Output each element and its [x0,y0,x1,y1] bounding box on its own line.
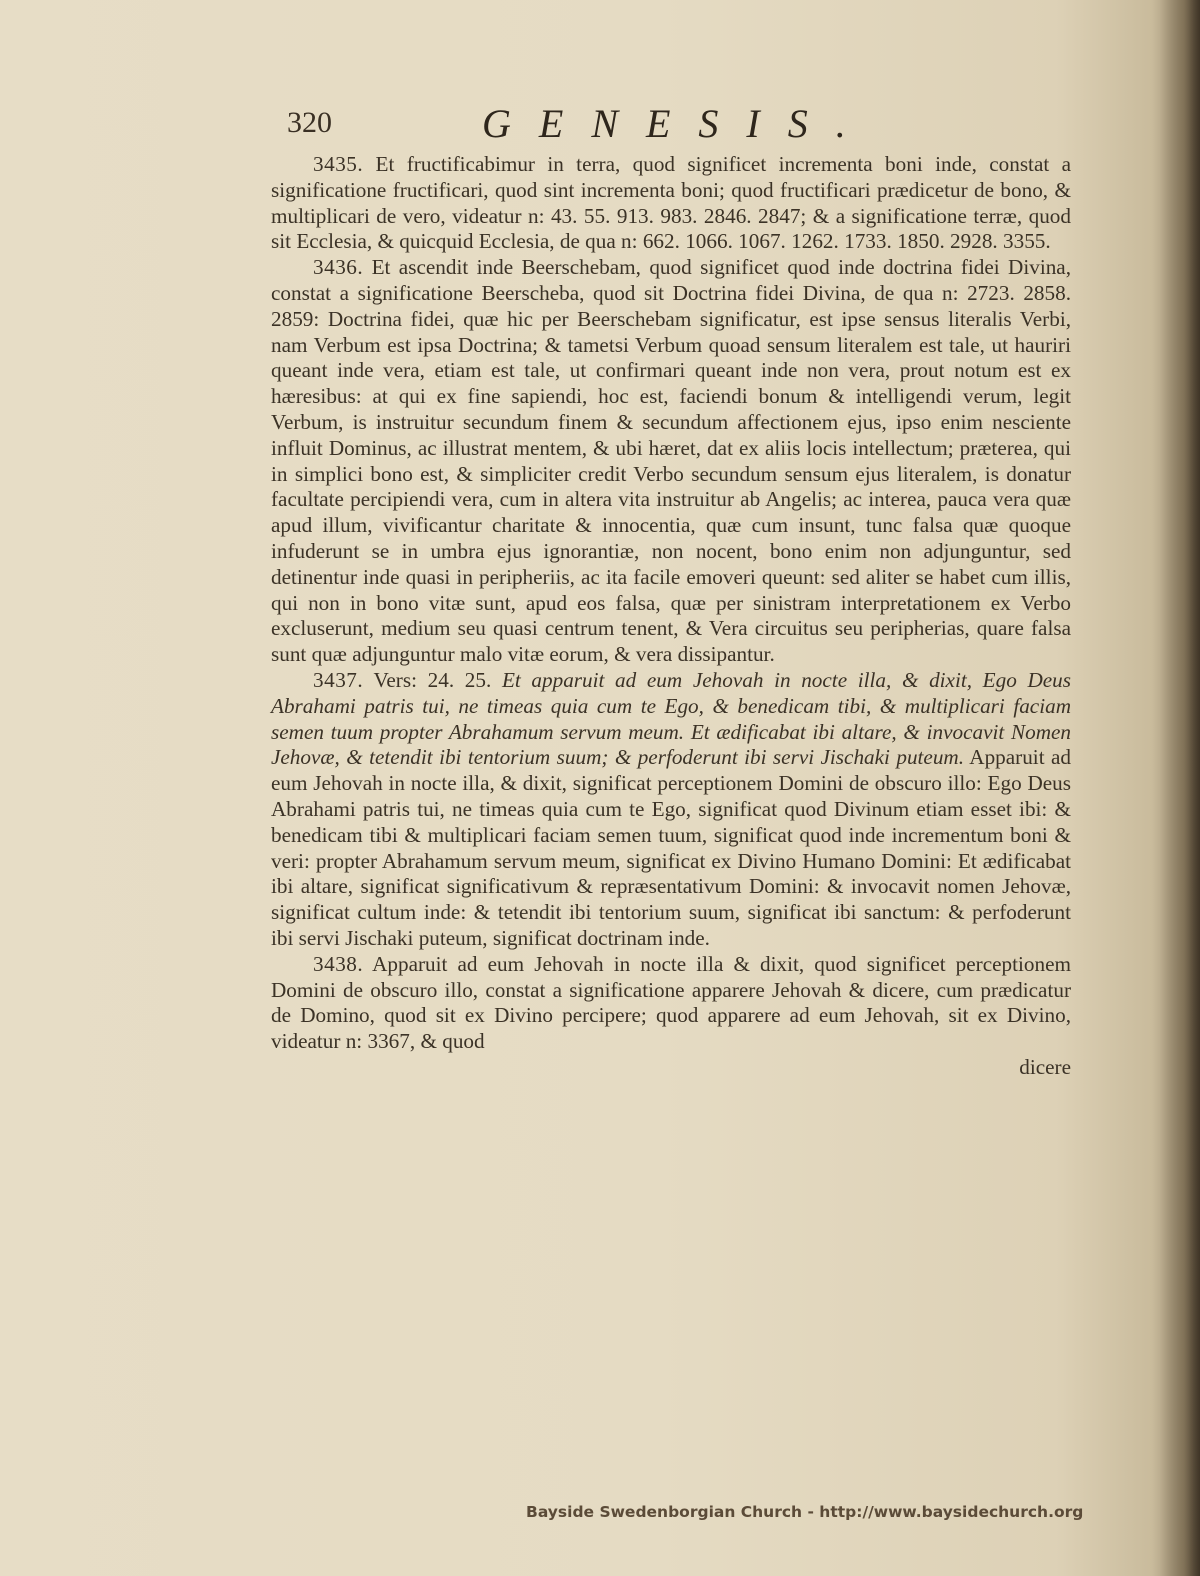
paragraph-number: 3436. [313,255,364,280]
paragraph-3437 [271,668,1071,952]
verse-reference: Vers: 24. 25. [373,667,492,692]
page-number: 320 [287,106,332,139]
paragraph-text: Et ascendit inde Beerschebam, quod significet quod inde doctrina fidei Divina, constat a significatione Beerscheba, quod sit Doctrina fidei Divina, de qua n: 2723. 2858. 2859: Doctrina fidei, quæ hic per Beerschebam significatur, est ipse sensus literalis Verbi, nam Verbum est ipsa Doctrina; & tametsi Verbum quoad sensum literalem est tale, ut hauriri queant inde vera, etiam est tale, ut confirmari queant inde non vera, prout notum est ex hæresibus: at qui ex fine sapiendi, hoc est, faciendi bonum & intelligendi verum, legit Verbum, is instruitur secundum finem & secundum affectionem ejus, ipso enim nesciente influit Dominus, ac illustrat mentem, & ubi hæret, dat ex aliis locis intellectum; præterea, qui in simplici bono est, & simpliciter credit Verbo secundum sensum ejus literalem, is donatur facultate percipiendi vera, cum in altera vita instruitur ab Angelis; ac interea, pauca vera quæ apud illum, vivificantur charitate & innocentia, quæ cum insunt, tunc falsa quæ quoque infuderunt se in umbra ejus ignorantiæ, non nocent, bono enim non adjunguntur, sed detinentur inde quasi in peripheriis, ac ita facile emoveri queunt: sed aliter se habet cum illis, qui non in bono vitæ sunt, apud eos falsa, quæ per sinistram interpretationem ex Verbo excluserunt, medium seu quasi centrum tenent, & Vera circuitus seu peripherias, quare falsa sunt quæ adjunguntur malo vitæ eorum, & vera dissipantur. [271,255,1072,667]
watermark-caption: Bayside Swedenborgian Church - http://www.baysidechurch.org [526,1503,1084,1521]
paragraph-number: 3437. [313,667,364,692]
paragraph-number: 3435. [313,152,364,176]
paragraph-text: Apparuit ad eum Jehovah in nocte illa & dixit, quod significet perceptionem Domini de obscuro illo, constat a significatione apparere Jehovah & dicere, cum prædicatur de Domino, quod sit ex Divino percipere; quod apparere ad eum Jehovah, sit ex Divino, videatur n: 3367, & quod [271,951,1071,1054]
paragraph-number: 3438. [313,951,364,976]
page-edge-shadow [1160,0,1200,1576]
paragraph-3435 [271,152,1071,255]
body-text [271,152,1071,1081]
paragraph-text: Et fructificabimur in terra, quod significet incrementa boni inde, constat a significatione fructificari, quod sint incrementa boni; quod fructificari prædicetur de bono, & multiplicari de vero, videatur n: 43. 55. 913. 983. 2846. 2847; & a significatione terræ, quod sit Ecclesia, & quicquid Ecclesia, de qua n: 662. 1066. 1067. 1262. 1733. 1850. 2928. 3355. [271,152,1072,254]
scripture-quote: Et apparuit ad eum Jehovah in nocte illa, & dixit, Ego Deus Abrahami patris tui, ne timeas quia cum te Ego, & benedicam tibi, & multiplicari faciam semen tuum propter Abrahamum servum meum. Et ædificabat ibi altare, & invocavit Nomen Jehovæ, & tetendit ibi tentorium suum; & perfoderunt ibi servi Jischaki puteum. [271,667,1072,770]
paragraph-3436 [271,255,1071,668]
running-title: GENESIS. [482,101,874,146]
paragraph-3438 [271,952,1071,1055]
running-head [287,100,927,150]
paragraph-text: Apparuit ad eum Jehovah in nocte illa, & dixit, significat perceptionem Domini de obscuro illo: Ego Deus Abrahami patris tui, ne timeas quia cum te Ego, significat quod Divinum etiam esset ibi: & benedicam tibi & multiplicari faciam semen tuum, significat quod inde incrementum boni & veri: propter Abrahamum servum meum, significat ex Divino Humano Domini: Et ædificabat ibi altare, significat significativum & repræsentativum Domini: & invocavit nomen Jehovæ, significat cultum inde: & tetendit ibi tentorium suum, significat ibi sanctum: & perfoderunt ibi servi Jischaki puteum, significat doctrinam inde. [271,745,1071,950]
catchword: dicere [1019,1054,1071,1079]
